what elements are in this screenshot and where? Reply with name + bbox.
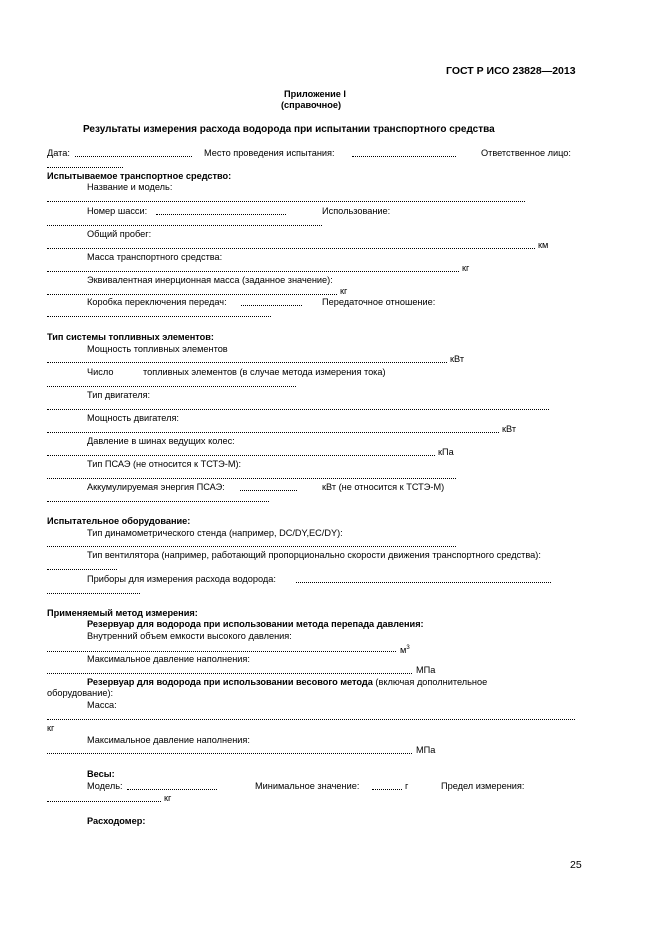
vehicle-mass-unit: кг [462,263,470,273]
scales-model-field[interactable] [127,788,217,790]
fan-type-field[interactable] [47,568,117,570]
tyre-pressure-unit: кПа [438,447,454,457]
max-pressure2-field[interactable] [47,752,412,754]
weight-tank-note-cont: оборудование): [47,688,114,698]
max-pressure2-unit: МПа [416,745,436,755]
tank-volume-unit-base: м [400,645,407,656]
fuel-cell-heading: Тип системы топливных элементов: [47,332,214,342]
max-pressure-field[interactable] [47,672,412,674]
dyno-type-label: Тип динамометрического стенда (например, DC/DY,EC/DY): [87,528,343,538]
psae-energy-field[interactable] [47,500,269,502]
engine-type-label: Тип двигателя: [87,390,151,400]
engine-power-unit: кВт [502,424,517,434]
fc-count-label: Число [87,367,114,377]
mileage-unit: км [538,240,549,250]
fc-count-description: топливных элементов (в случае метода измерения тока) [143,367,386,377]
place-field[interactable] [352,155,456,157]
tyre-pressure-label: Давление в шинах ведущих колес: [87,436,235,446]
weight-tank-note: (включая дополнительное [372,677,488,687]
tank-volume-unit-exponent: 3 [406,645,410,651]
scales-heading: Весы: [87,769,115,779]
tank-mass-unit: кг [47,723,55,733]
weight-tank-heading [87,677,487,688]
standard-number: ГОСТ Р ИСО 23828—2013 [446,65,576,77]
chassis-field[interactable] [156,213,286,215]
scales-model-label: Модель: [87,781,123,791]
psae-energy-label: Аккумулируемая энергия ПСАЭ: [87,482,225,492]
fc-power-field[interactable] [47,361,447,363]
scales-min-field[interactable] [372,788,402,790]
fc-power-unit: кВт [450,354,465,364]
tank-mass-field[interactable] [47,718,575,720]
place-label: Место проведения испытания: [204,148,335,158]
max-pressure-label: Максимальное давление наполнения: [87,654,250,664]
mileage-field[interactable] [47,247,535,249]
tank-volume-unit [400,643,410,656]
gear-ratio-field[interactable] [47,315,271,317]
tank-volume-field[interactable] [47,650,396,652]
tyre-pressure-field[interactable] [47,454,435,456]
psae-energy-inline-field[interactable] [240,489,297,491]
dyno-type-field[interactable] [47,545,456,547]
weight-tank-title: Резервуар для водорода при использовании весового метода [87,677,373,687]
scales-limit-label: Предел измерения: [441,781,525,791]
usage-field[interactable] [47,224,322,226]
max-pressure2-label: Максимальное давление наполнения: [87,735,250,745]
inertia-mass-label: Эквивалентная инерционная масса (заданное значение): [87,275,333,285]
document-title: Результаты измерения расхода водорода при испытании транспортного средства [83,124,495,135]
flowmeter-heading: Расходомер: [87,816,146,826]
gearbox-label: Коробка переключения передач: [87,297,227,307]
fc-count-field[interactable] [47,385,296,387]
chassis-label: Номер шасси: [87,206,148,216]
vehicle-name-field[interactable] [47,200,525,202]
scales-min-unit: г [405,781,409,791]
instruments-inline-field[interactable] [296,581,551,583]
psae-energy-unit: кВт (не относится к ТСТЭ-М) [322,482,445,492]
responsible-field[interactable] [47,166,123,168]
max-pressure-unit: МПа [416,665,436,675]
gearbox-field[interactable] [241,304,302,306]
engine-type-field[interactable] [47,408,549,410]
equipment-heading: Испытательное оборудование: [47,516,191,526]
tank-volume-label: Внутренний объем емкости высокого давления: [87,631,292,641]
date-label: Дата: [47,148,70,158]
instruments-field[interactable] [47,592,140,594]
scales-limit-field[interactable] [47,800,161,802]
scales-limit-unit: кг [164,793,172,803]
mileage-label: Общий пробег: [87,229,152,239]
vehicle-mass-label: Масса транспортного средства: [87,252,223,262]
responsible-label: Ответственное лицо: [481,148,571,158]
instruments-label: Приборы для измерения расхода водорода: [87,574,276,584]
gear-ratio-label: Передаточное отношение: [322,297,436,307]
engine-power-field[interactable] [47,431,499,433]
method-heading: Применяемый метод измерения: [47,608,198,618]
page-number: 25 [570,859,582,871]
engine-power-label: Мощность двигателя: [87,413,179,423]
date-field[interactable] [75,155,192,157]
vehicle-heading: Испытываемое транспортное средство: [47,171,232,181]
tank-mass-label: Масса: [87,700,117,710]
vehicle-mass-field[interactable] [47,270,459,272]
scales-min-label: Минимальное значение: [255,781,360,791]
vehicle-name-label: Название и модель: [87,182,173,192]
fc-power-label: Мощность топливных элементов [87,344,228,354]
inertia-mass-unit: кг [340,286,348,296]
appendix-subtitle: (справочное) [281,100,342,110]
pressure-tank-heading: Резервуар для водорода при использовании метода перепада давления: [87,619,424,629]
usage-label: Использование: [322,206,391,216]
psae-type-field[interactable] [47,477,456,479]
appendix-title: Приложение I [284,89,346,99]
psae-type-label: Тип ПСАЭ (не относится к ТСТЭ-М): [87,459,242,469]
fan-type-label: Тип вентилятора (например, работающий пропорционально скорости движения транспортного средства): [87,550,541,560]
inertia-mass-field[interactable] [47,293,337,295]
